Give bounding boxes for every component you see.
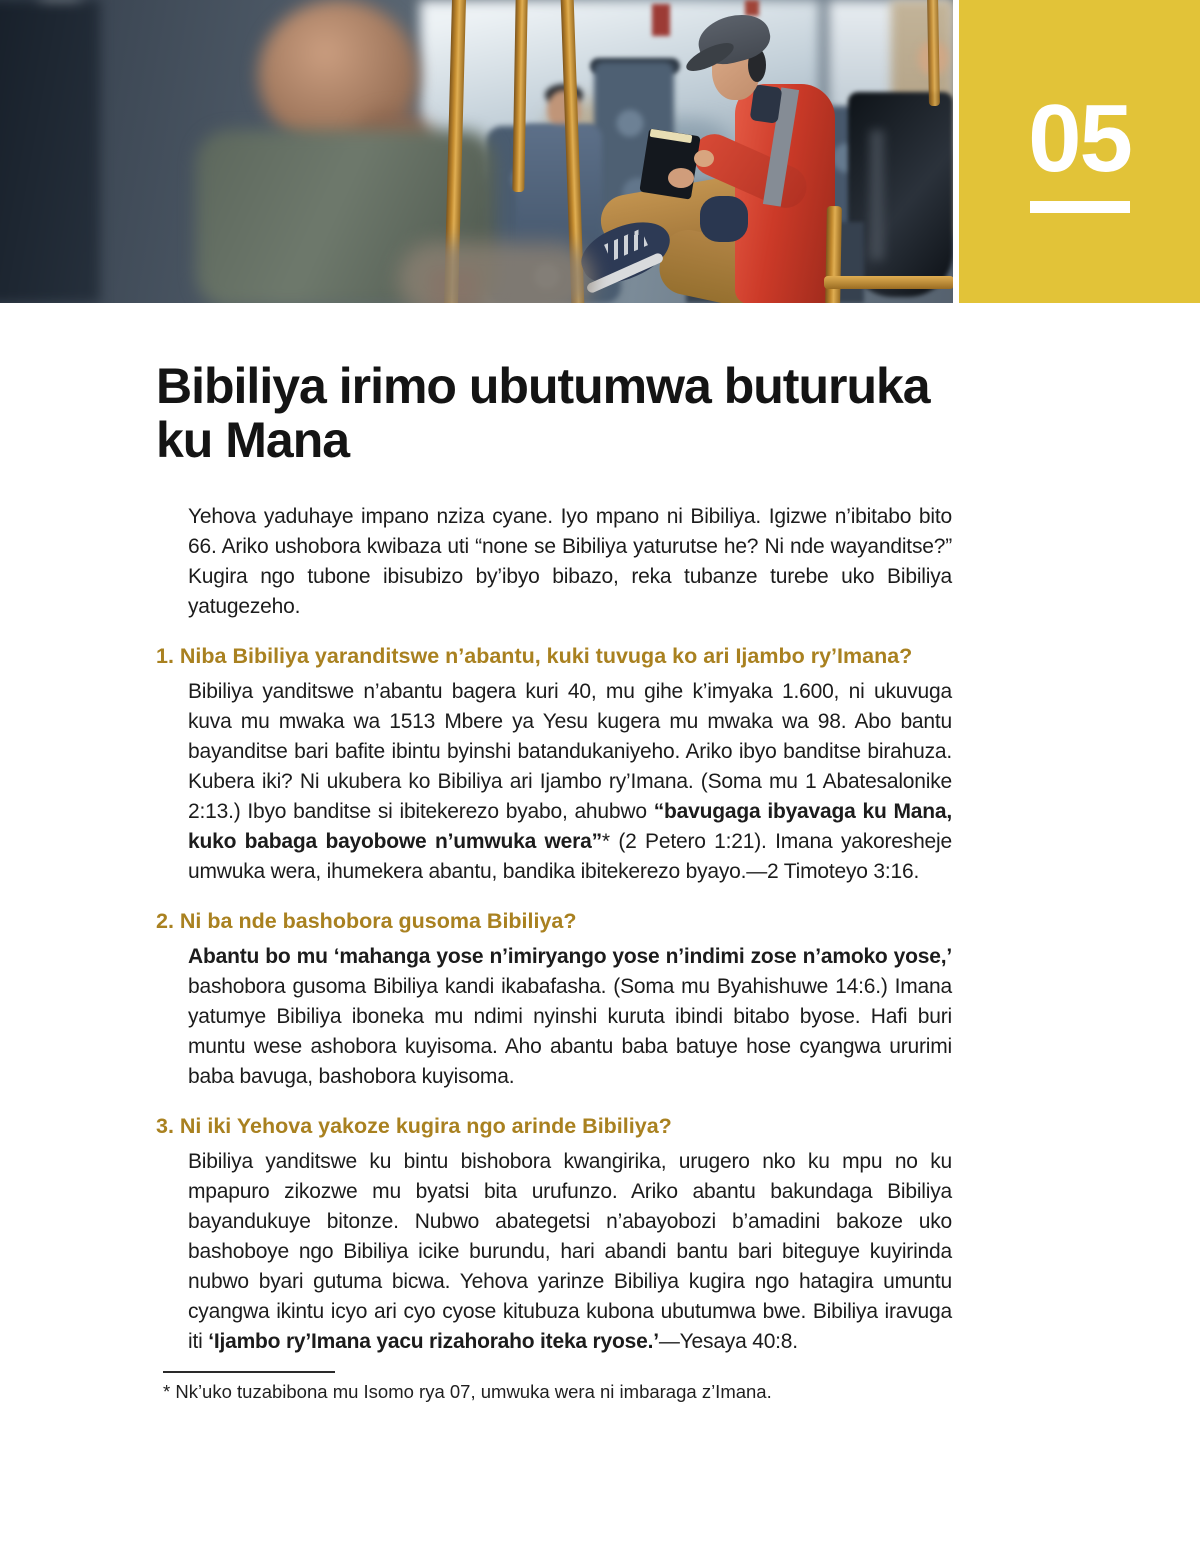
answer-1-paragraph: Bibiliya yanditswe n’abantu bagera kuri 40, mu gihe k’imyaka 1.600, ni ukuvuga kuva mu mwaka wa 1513 Mbere ya Yesu kugera mu mwaka wa 98. Abo bantu bayanditse bari bafite ibintu byinshi batandukaniyeho. Ariko ibyo banditse birahuza. Kubera iki? Ni ukubera ko Bibiliya ari Ijambo ry’Imana. (Soma mu 1 Abatesalonike 2:13.) Ibyo banditse si ibitekerezo byabo, ahubwo “bavugaga ibyavaga ku Mana, kuko babaga bayobowe n’umwuka wera”* (2 Petero 1:21). Imana yakoresheje umwuka wera, ihumekera abantu, bandika ibitekerezo byayo.—2 Timoteyo 3:16. (188, 680, 952, 883)
footnote-divider (163, 1371, 335, 1373)
section-3 (0, 1112, 1200, 1357)
bus-reading-photo (0, 0, 953, 303)
foreground-dark-figure (0, 0, 100, 303)
reader-hand (668, 168, 694, 188)
lesson-number-underline (1030, 201, 1130, 213)
question-1-heading: 1. Niba Bibiliya yaranditswe n’abantu, kuki tuvuga ko ari Ijambo ry’Imana? (156, 644, 913, 668)
bus-sign (745, 0, 759, 16)
bus-handrail (824, 276, 953, 289)
answer-3-paragraph: Bibiliya yanditswe ku bintu bishobora kwangirika, urugero nko ku mpu no ku mpapuro zikozwe mu byatsi bita urufunzo. Ariko abantu bakundaga Bibiliya bayandukuye bitonze. Nubwo abategetsi n’abayobozi b’amadini bakoze uko bashoboye ngo Bibiliya icike burundu, hari abandi bantu bari biteguye kuyirinda nubwo byari gutuma bicwa. Yehova yarinze Bibiliya kugira ngo hatagira umuntu cyangwa ikintu icyo ari cyo cyose kitubuza kubona ubutumwa bwe. Bibiliya iravuga iti ‘Ijambo ry’Imana yacu rizahoraho iteka ryose.’—Yesaya 40:8. (188, 1150, 952, 1353)
passenger-body (516, 124, 602, 256)
ticket-validator (652, 4, 670, 36)
page-title: Bibiliya irimo ubutumwa buturuka ku Mana (156, 358, 930, 468)
shoulder-bag-highlight (870, 130, 884, 260)
article (0, 303, 1200, 1404)
reader-hand (694, 150, 714, 167)
foreground-blur (398, 242, 593, 303)
answer-2-paragraph: Abantu bo mu ‘mahanga yose n’imiryango yose n’indimi zose n’amoko yose,’ bashobora gusoma Bibiliya kandi ikabafasha. (Soma mu Byahishuwe 14:6.) Imana yatumye Bibiliya iboneka mu ndimi nyinshi kuruta ibindi bitabo byose. Hafi buri muntu wese ashobora kuyisoma. Aho abantu baba batuye hose cyangwa ururimi baba bavuga, bashobora kuyisoma. (188, 945, 952, 1088)
reader-lap-bundle (700, 196, 748, 242)
section-1 (0, 642, 1200, 887)
question-2-heading: 2. Ni ba nde bashobora gusoma Bibiliya? (156, 909, 577, 933)
intro-paragraph: Yehova yaduhaye impano nziza cyane. Iyo mpano ni Bibiliya. Igizwe n’ibitabo bito 66. Ariko ushobora kwibaza uti “none se Bibiliya yaturutse he? Ni nde wayanditse?” Kugira ngo tubone ibisubizo by’ibyo bibazo, reka tubanze turebe uko Bibiliya yatugezeho. (188, 505, 952, 618)
lesson-number-badge (959, 0, 1200, 303)
footnote: * Nk’uko tuzabibona mu Isomo rya 07, umwuka wera ni imbaraga z’Imana. (163, 1381, 772, 1402)
question-3-heading: 3. Ni iki Yehova yakoze kugira ngo arinde Bibiliya? (156, 1114, 672, 1138)
section-2 (0, 907, 1200, 1092)
bus-pole (927, 0, 940, 106)
lesson-number: 05 (1028, 84, 1131, 192)
